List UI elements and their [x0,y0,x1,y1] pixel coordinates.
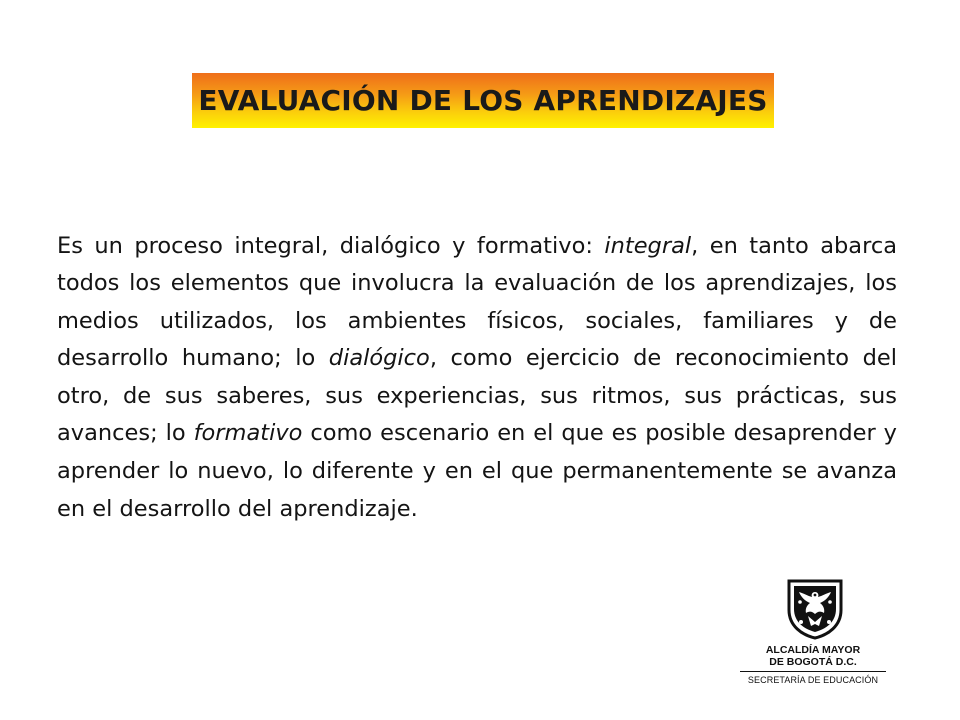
body-text-emphasis: integral [604,232,692,259]
logo-divider [740,671,886,672]
logo-line-alcaldia: ALCALDÍA MAYOR [765,644,861,656]
body-text-emphasis: formativo [193,420,303,447]
body-text-emphasis: dialógico [328,345,430,372]
title-banner [192,73,774,128]
body-text-segment: como escenario en el que es posible desaprender y aprender lo nuevo, lo diferente y en el que permanentemente se avanza en el desarrollo del aprendizaje. [57,420,897,522]
slide-title: EVALUACIÓN DE LOS APRENDIZAJES [198,84,768,117]
body-text-segment: , como ejercicio de reconocimiento del otro, de sus saberes, sus experiencias, sus ritmos, sus prácticas, sus avances; lo [57,345,897,447]
coat-of-arms-shield-icon [786,578,844,640]
logo-line-bogota: DE BOGOTÁ D.C. [769,656,857,668]
logo-line-secretaria: SECRETARÍA DE EDUCACIÓN [747,675,879,685]
alcaldia-logo [738,578,888,690]
body-paragraph [57,228,897,529]
body-text-segment: Es un proceso integral, dialógico y formativo: [57,232,605,259]
body-text-segment: , en tanto abarca todos los elementos que involucra la evaluación de los aprendizajes, los medios utilizados, los ambientes físicos, sociales, familiares y de desarrollo humano; lo [57,232,897,372]
